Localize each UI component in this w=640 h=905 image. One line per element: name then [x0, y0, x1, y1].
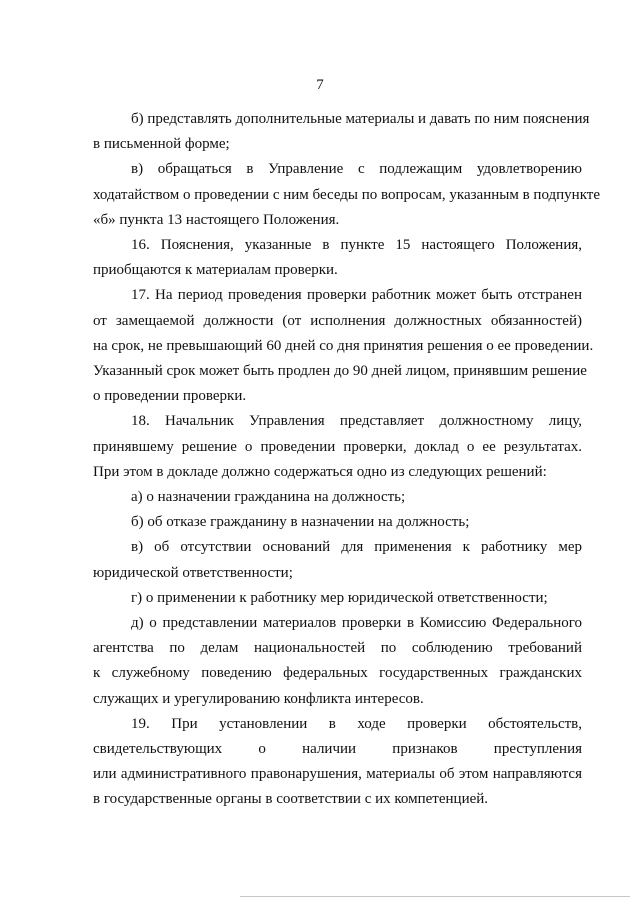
text-line: 19. При установлении в ходе проверки обстоятельств,: [131, 715, 582, 732]
text-line: от замещаемой должности (от исполнения должностных обязанностей): [93, 312, 582, 329]
document-body: [93, 107, 600, 813]
text-line: 18. Начальник Управления представляет должностному лицу,: [131, 413, 582, 430]
text-line: б) об отказе гражданину в назначении на должность;: [131, 514, 470, 531]
text-line: на срок, не превышающий 60 дней со дня принятия решения о ее проведении.: [93, 337, 594, 354]
text-line: агентства по делам национальностей по соблюдению требований: [93, 640, 582, 657]
text-line: или административного правонарушения, материалы об этом направляются: [93, 766, 582, 783]
scan-edge-line: [240, 896, 630, 897]
text-line: о проведении проверки.: [93, 388, 247, 405]
text-line: в государственные органы в соответствии с их компетенцией.: [93, 791, 489, 808]
page-number: 7: [316, 77, 324, 93]
text-line: в) об отсутствии оснований для применения к работнику мер: [131, 539, 582, 556]
text-line: к служебному поведению федеральных государственных гражданских: [93, 665, 582, 682]
text-line: принявшему решение о проведении проверки, доклад о ее результатах.: [93, 438, 582, 455]
text-line: 17. На период проведения проверки работник может быть отстранен: [131, 287, 582, 304]
text-line: б) представлять дополнительные материалы и давать по ним пояснения: [131, 111, 590, 127]
text-line: юридической ответственности;: [93, 564, 293, 581]
text-line: 16. Пояснения, указанные в пункте 15 настоящего Положения,: [131, 237, 582, 254]
text-line: приобщаются к материалам проверки.: [93, 262, 338, 279]
text-line: ходатайством о проведении с ним беседы по вопросам, указанным в подпункте: [93, 186, 600, 203]
text-line: «б» пункта 13 настоящего Положения.: [93, 211, 340, 228]
text-line: в письменной форме;: [93, 136, 230, 153]
text-line: служащих и урегулированию конфликта интересов.: [93, 690, 424, 707]
text-line: д) о представлении материалов проверки в Комиссию Федерального: [131, 615, 582, 632]
text-line: свидетельствующих о наличии признаков преступления: [93, 741, 582, 758]
text-line: Указанный срок может быть продлен до 90 дней лицом, принявшим решение: [93, 363, 587, 380]
text-line: а) о назначении гражданина на должность;: [131, 489, 406, 506]
text-line: в) обращаться в Управление с подлежащим удовлетворению: [131, 161, 582, 178]
text-line: г) о применении к работнику мер юридической ответственности;: [131, 589, 548, 606]
text-line: При этом в докладе должно содержаться одно из следующих решений:: [93, 463, 547, 480]
